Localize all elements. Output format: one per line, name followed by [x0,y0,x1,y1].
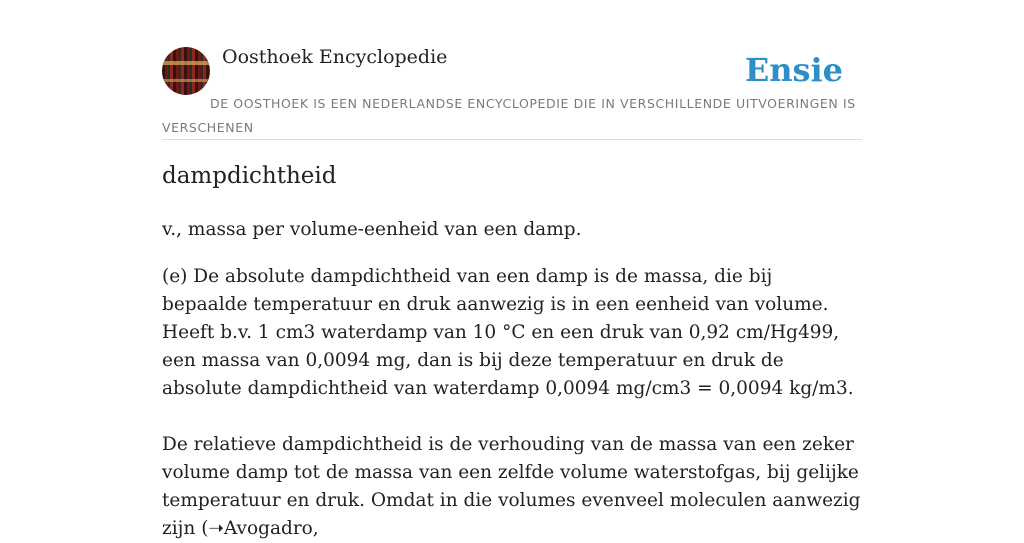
site-name-link[interactable]: Oosthoek Encyclopedie [222,46,448,68]
site-tagline: DE OOSTHOEK IS EEN NEDERLANDSE ENCYCLOPEDIE DIE IN VERSCHILLENDE UITVOERINGEN IS VERSCHENEN [162,96,856,135]
article-definition: v., massa per volume-eenheid van een damp. [162,219,582,240]
article-paragraph: De relatieve dampdichtheid is de verhouding van de massa van een zeker volume damp tot de massa van een zelfde volume waterstofgas, bij gelijke temperatuur en druk. Omdat in die volumes evenveel moleculen aanwezig zijn (➝Avogadro, [162,434,861,539]
brand-logo-link[interactable]: Ensie [744,51,843,89]
article-title: dampdichtheid [162,163,337,189]
page-container [162,0,862,539]
site-header [162,0,862,140]
article-paragraph: (e) De absolute dampdichtheid van een damp is de massa, die bij bepaalde temperatuur en druk aanwezig is in een eenheid van volume. Heeft b.v. 1 cm3 waterdamp van 10 °C en een druk van 0,92 cm/Hg499, een massa van 0,0094 mg, dan is bij deze temperatuur en druk de absolute dampdichtheid van waterdamp 0,0094 mg/cm3 = 0,0094 kg/m3. [162,266,854,399]
book-spines-icon[interactable] [162,47,210,95]
